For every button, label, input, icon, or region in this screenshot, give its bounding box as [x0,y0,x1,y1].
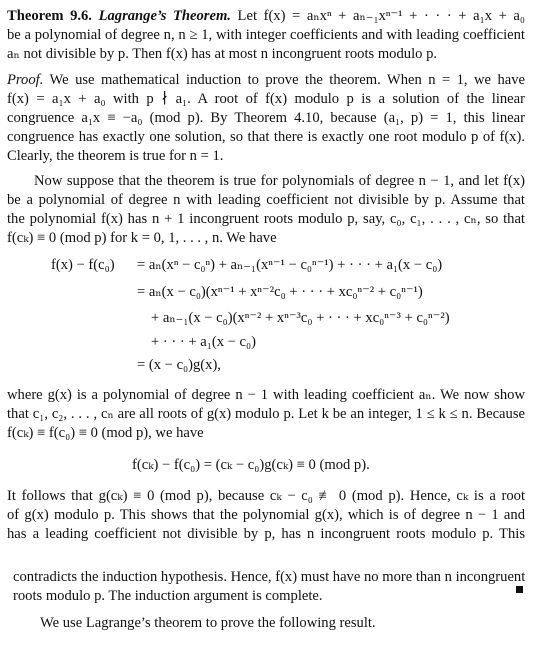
equation-row-1: = aₙ(xⁿ − c₀ⁿ) + aₙ₋₁(xⁿ⁻¹ − c₀ⁿ⁻¹) + · · · + a₁(x − c₀) [137,257,443,273]
para2-line-4: f(cₖ) ≡ 0 (mod p) for k = 0, 1, . . . , n. We have [7,230,277,246]
para2-line-3: the polynomial f(x) has n + 1 incongruent roots modulo p, say, c₀, c₁, . . . , cₙ, so that [7,211,525,227]
equation-row-5: = (x − c₀)g(x), [137,357,221,373]
para5-line-2: roots modulo p. The induction argument is complete. [13,588,323,604]
closing-line: We use Lagrange’s theorem to prove the following result. [40,615,376,631]
equation-row-3: + aₙ₋₁(x − c₀)(xⁿ⁻² + xⁿ⁻³c₀ + · · · + xc₀ⁿ⁻³ + c₀ⁿ⁻²) [151,310,450,326]
theorem-name: Lagrange’s Theorem. [98,8,231,24]
display-equation: f(cₖ) − f(c₀) = (cₖ − c₀)g(cₖ) ≡ 0 (mod p). [132,457,370,473]
proof-line-1: Proof. We use mathematical induction to prove the theorem. When n = 1, we have [7,72,526,88]
equation-row-2: = aₙ(x − c₀)(xⁿ⁻¹ + xⁿ⁻²c₀ + · · · + xc₀ⁿ⁻² + c₀ⁿ⁻¹) [137,284,423,300]
theorem-heading: Theorem 9.6. [7,8,92,24]
para2-line-2: be a polynomial of degree n with leading coefficient not divisible by p. Assume that [7,192,525,208]
theorem-line-2: be a polynomial of degree n, n ≥ 1, with integer coefficients and with leading coefficient [7,27,525,43]
proof-line-3: congruence a₁x ≡ −a₀ (mod p). By Theorem 4.10, because (a₁, p) = 1, this linear [7,110,525,126]
theorem-text-1: Let f(x) = aₙxⁿ + aₙ₋₁xⁿ⁻¹ + · · · + a₁x + a₀ [237,8,525,24]
para3-line-1: where g(x) is a polynomial of degree n − 1 with leading coefficient aₙ. We now show [7,387,525,403]
theorem-line-3: aₙ not divisible by p. Then f(x) has at most n incongruent roots modulo p. [7,46,438,62]
para4-line-3: has a leading coefficient not divisible by p, has n incongruent roots modulo p. This [7,526,525,542]
proof-line-5: Clearly, the theorem is true for n = 1. [7,148,224,164]
proof-label: Proof. [7,72,44,88]
para4-line-1: It follows that g(cₖ) ≡ 0 (mod p), because cₖ − c₀ ≢ 0 (mod p). Hence, cₖ is a root [7,488,525,504]
equation-lhs: f(x) − f(c₀) [51,257,115,273]
proof-line-2: f(x) = a₁x + a₀ with p ∤ a₁. A root of f(x) modulo p is a solution of the linear [7,91,525,107]
qed-square-icon [516,586,523,593]
para2-line-1: Now suppose that the theorem is true for polynomials of degree n − 1, and let f(x) [34,173,525,189]
theorem-line-1 [7,7,525,25]
para4-line-2: of g(x) modulo p. This shows that the polynomial g(x), which is of degree n − 1 and [7,507,525,523]
para3-line-3: f(cₖ) ≡ f(c₀) ≡ 0 (mod p), we have [7,425,204,441]
equation-row-4: + · · · + a₁(x − c₀) [151,334,256,350]
proof-line-4: congruence has exactly one solution, so that there is exactly one root modulo p of f(x). [7,129,525,145]
para3-line-2: that c₁, c₂, . . . , cₙ are all roots of g(x) modulo p. Let k be an integer, 1 ≤ k ≤ n. Because [7,406,525,422]
para5-line-1: contradicts the induction hypothesis. Hence, f(x) must have no more than n incongruent [13,569,526,585]
